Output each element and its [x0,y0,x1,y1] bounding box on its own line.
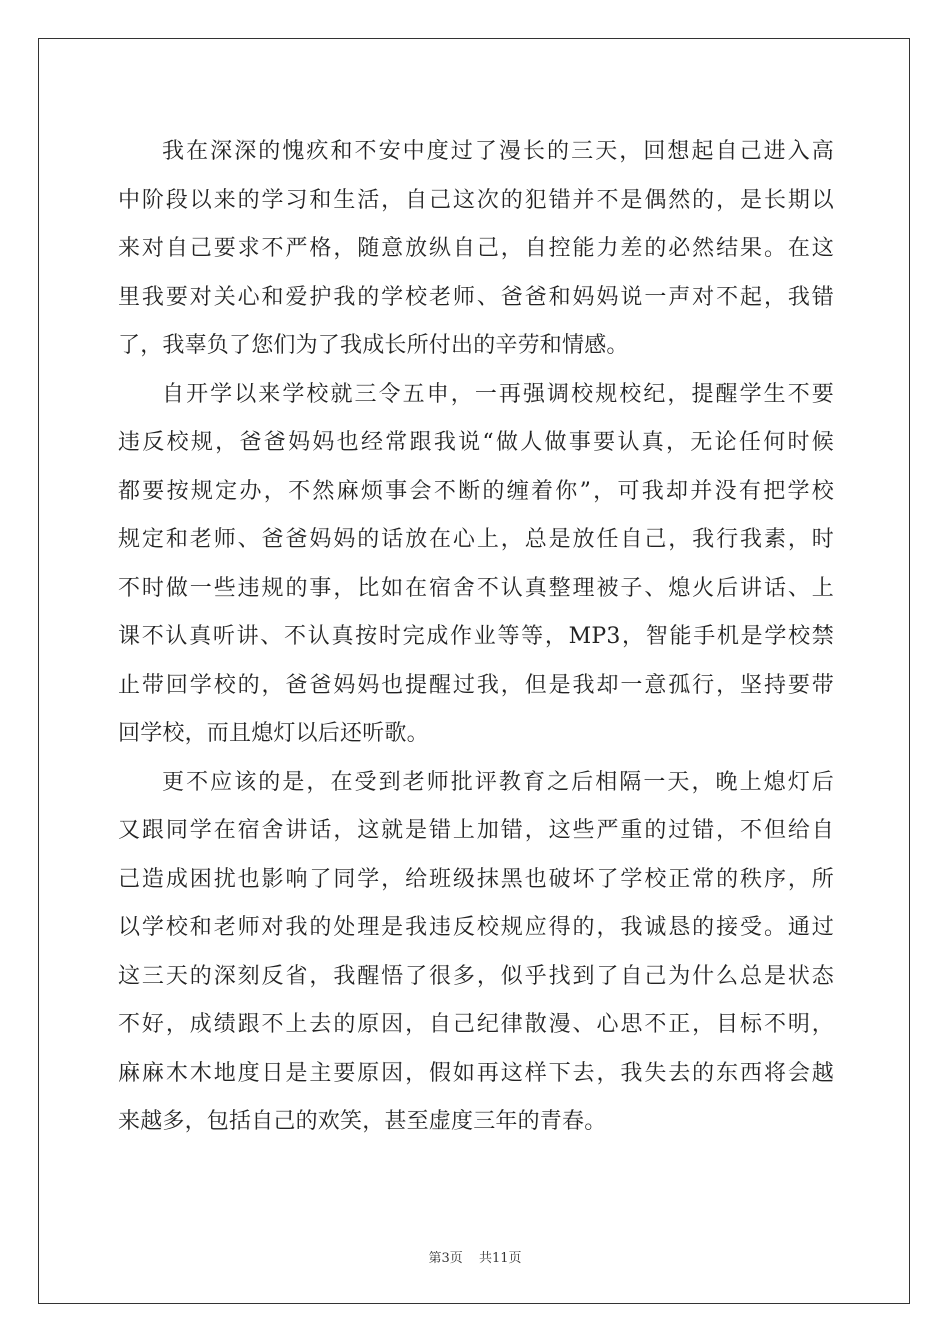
paragraph-1 [118,128,834,371]
document-body [118,128,834,1147]
paragraph-line: 以学校和老师对我的处理是我违反校规应得的，我诚恳的接受。通过 [118,915,834,940]
page-footer [0,1247,950,1266]
paragraph-line: 来越多，包括自己的欢笑，甚至虚度三年的青春。 [118,1109,607,1134]
paragraph-line: 不时做一些违规的事，比如在宿舍不认真整理被子、熄火后讲话、上 [118,575,834,601]
paragraph-line: 中阶段以来的学习和生活，自己这次的犯错并不是偶然的，是长期以 [118,187,834,213]
paragraph-line: 来对自己要求不严格，随意放纵自己，自控能力差的必然结果。在这 [118,236,834,261]
paragraph-3 [118,759,834,1147]
paragraph-line: 都要按规定办，不然麻烦事会不断的缠着你”，可我却并没有把学校 [118,478,834,504]
paragraph-line: 己造成困扰也影响了同学，给班级抹黑也破坏了学校正常的秩序，所 [118,866,834,892]
paragraph-line: 了，我辜负了您们为了我成长所付出的辛劳和情感。 [118,333,629,358]
paragraph-line: 更不应该的是，在受到老师批评教育之后相隔一天，晚上熄灯后 [162,769,834,795]
paragraph-line: 违反校规，爸爸妈妈也经常跟我说“做人做事要认真，无论任何时候 [118,430,834,455]
page-number: 第3页 [428,1251,463,1266]
paragraph-2 [118,371,834,759]
paragraph-line: 里我要对关心和爱护我的学校老师、爸爸和妈妈说一声对不起，我错 [118,284,834,310]
paragraph-line: 回学校，而且熄灯以后还听歌。 [118,721,429,746]
paragraph-line: 自开学以来学校就三令五申，一再强调校规校纪，提醒学生不要 [162,381,834,407]
paragraph-line: 规定和老师、爸爸妈妈的话放在心上，总是放任自己，我行我素，时 [118,527,834,552]
paragraph-line: 不好，成绩跟不上去的原因，自己纪律散漫、心思不正，目标不明， [118,1012,834,1037]
paragraph-line: 又跟同学在宿舍讲话，这就是错上加错，这些严重的过错，不但给自 [118,818,834,843]
paragraph-line: 我在深深的愧疚和不安中度过了漫长的三天，回想起自己进入高 [162,139,834,164]
paragraph-line: 止带回学校的，爸爸妈妈也提醒过我，但是我却一意孤行，坚持要带 [118,672,834,698]
paragraph-line: 这三天的深刻反省，我醒悟了很多，似乎找到了自己为什么总是状态 [118,963,834,989]
page-total: 共11页 [478,1251,522,1266]
paragraph-line: 麻麻木木地度日是主要原因，假如再这样下去，我失去的东西将会越 [118,1060,834,1086]
paragraph-line: 课不认真听讲、不认真按时完成作业等等，MP3，智能手机是学校禁 [118,624,834,649]
